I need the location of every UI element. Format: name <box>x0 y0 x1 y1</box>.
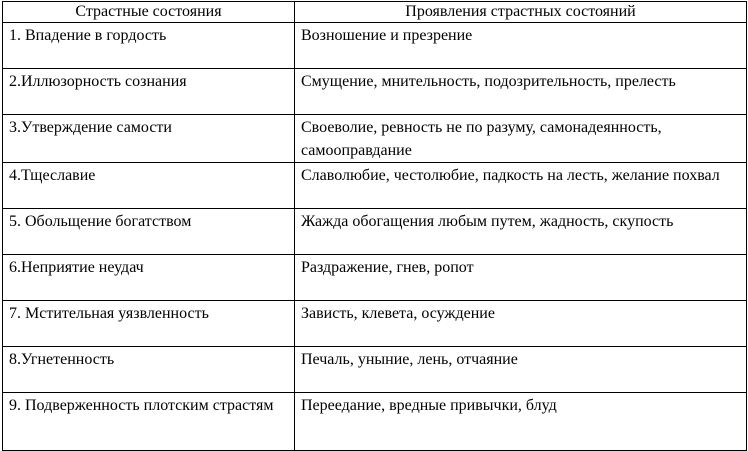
passions-table-container <box>2 1 746 451</box>
state-cell: 1. Впадение в гордость <box>3 23 295 69</box>
state-cell: 6.Неприятие неудач <box>3 255 295 301</box>
header-row <box>3 2 747 23</box>
manifestations-cell: Возношение и презрение <box>295 23 747 69</box>
state-cell: 5. Обольщение богатством <box>3 209 295 255</box>
state-cell: 4.Тщеславие <box>3 163 295 209</box>
manifestations-cell: Зависть, клевета, осуждение <box>295 301 747 347</box>
state-cell: 7. Мстительная уязвленность <box>3 301 295 347</box>
manifestations-cell: Жажда обогащения любым путем, жадность, скупость <box>295 209 747 255</box>
manifestations-cell: Своеволие, ревность не по разуму, самонадеянность, самооправдание <box>295 115 747 163</box>
table-row <box>3 69 747 115</box>
passions-table <box>2 1 747 451</box>
table-row <box>3 347 747 393</box>
manifestations-cell: Печаль, уныние, лень, отчаяние <box>295 347 747 393</box>
manifestations-cell: Переедание, вредные привычки, блуд <box>295 393 747 451</box>
header-manifestations: Проявления страстных состояний <box>295 2 747 23</box>
table-row <box>3 115 747 163</box>
table-row <box>3 23 747 69</box>
table-row <box>3 301 747 347</box>
state-cell: 2.Иллюзорность сознания <box>3 69 295 115</box>
table-row <box>3 393 747 451</box>
state-cell: 9. Подверженность плотским страстям <box>3 393 295 451</box>
table-row <box>3 163 747 209</box>
state-cell: 3.Утверждение самости <box>3 115 295 163</box>
manifestations-cell: Смущение, мнительность, подозрительность, прелесть <box>295 69 747 115</box>
table-row <box>3 209 747 255</box>
table-body <box>3 23 747 451</box>
table-header <box>3 2 747 23</box>
table-row <box>3 255 747 301</box>
manifestations-cell: Раздражение, гнев, ропот <box>295 255 747 301</box>
header-states: Страстные состояния <box>3 2 295 23</box>
state-cell: 8.Угнетенность <box>3 347 295 393</box>
manifestations-cell: Славолюбие, честолюбие, падкость на лесть, желание похвал <box>295 163 747 209</box>
